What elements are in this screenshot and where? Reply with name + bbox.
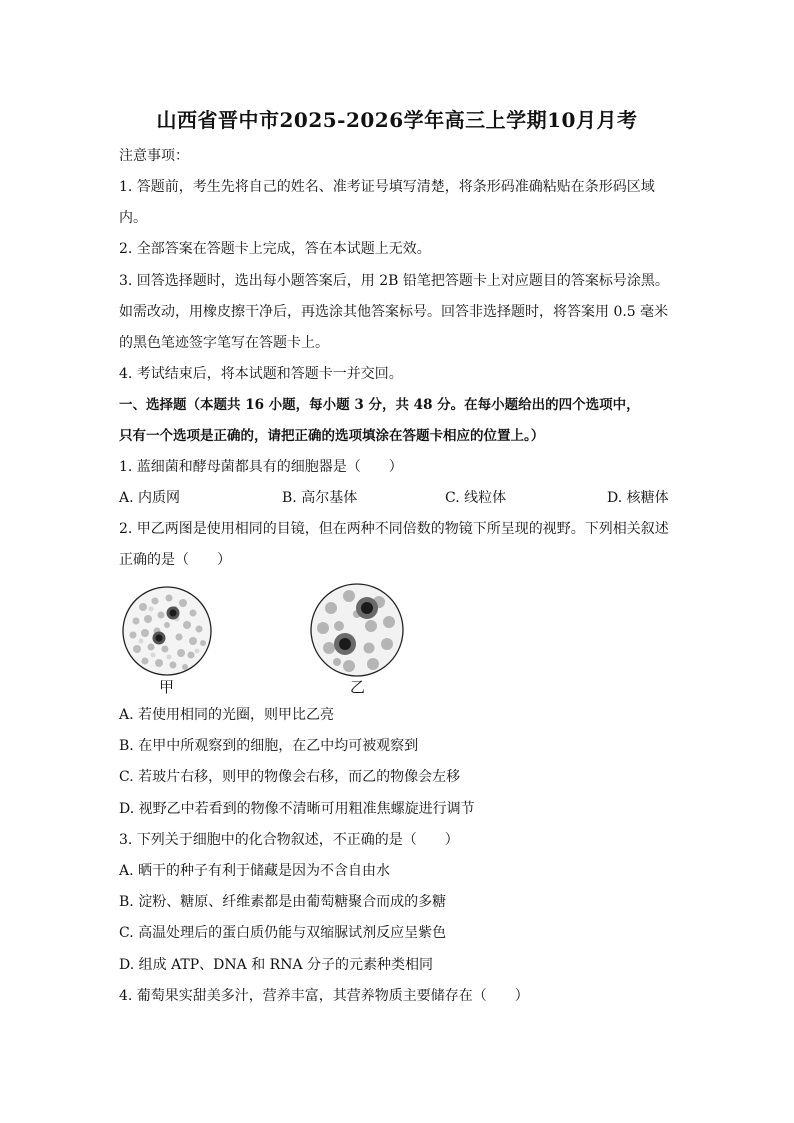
q3-option-a: A. 晒干的种子有利于储藏是因为不含自由水	[119, 863, 391, 879]
q3-stem: 3. 下列关于细胞中的化合物叙述，不正确的是（ ）	[119, 832, 459, 848]
q2-stem-line1: 2. 甲乙两图是使用相同的目镜，但在两种不同倍数的物镜下所呈现的视野。下列相关叙述	[119, 521, 669, 537]
section-heading-line2: 只有一个选项是正确的，请把正确的选项填涂在答题卡相应的位置上。）	[119, 428, 545, 444]
microscope-field-jia-image	[121, 585, 213, 677]
q1-option-a: A. 内质网	[119, 490, 181, 506]
notice-item-1-cont: 内。	[119, 210, 147, 226]
notice-item-4: 4. 考试结束后，将本试题和答题卡一并交回。	[119, 366, 403, 382]
q4-stem: 4. 葡萄果实甜美多汁，营养丰富，其营养物质主要储存在（ ）	[119, 988, 529, 1004]
q1-option-b: B. 高尔基体	[282, 490, 358, 506]
q2-option-c: C. 若玻片右移，则甲的物像会右移，而乙的物像会左移	[119, 769, 461, 785]
section-heading-line1: 一、选择题（本题共 16 小题，每小题 3 分，共 48 分。在每小题给出的四个选项中，	[119, 397, 640, 413]
q2-option-a: A. 若使用相同的光圈，则甲比乙亮	[119, 707, 335, 723]
notice-item-3-cont2: 的黑色笔迹签字笔写在答题卡上。	[119, 335, 329, 351]
notice-item-2: 2. 全部答案在答题卡上完成，答在本试题上无效。	[119, 241, 431, 257]
page-title: 山西省晋中市2025-2026学年高三上学期10月月考	[156, 108, 638, 132]
notice-item-1: 1. 答题前，考生先将自己的姓名、准考证号填写清楚，将条形码准确粘贴在条形码区域	[119, 179, 655, 195]
notice-heading: 注意事项：	[119, 148, 189, 164]
q3-option-c: C. 高温处理后的蛋白质仍能与双缩脲试剂反应呈紫色	[119, 925, 447, 941]
q3-option-d: D. 组成 ATP、DNA 和 RNA 分子的元素种类相同	[119, 957, 434, 973]
q3-option-b: B. 淀粉、糖原、纤维素都是由葡萄糖聚合而成的多糖	[119, 894, 447, 910]
notice-item-3: 3. 回答选择题时，选出每小题答案后，用 2B 铅笔把答题卡上对应题目的答案标号涂黑。	[119, 273, 669, 289]
microscope-field-yi-image	[309, 582, 405, 678]
figure-label-jia: 甲	[159, 678, 175, 696]
q1-stem: 1. 蓝细菌和酵母菌都具有的细胞器是（ ）	[119, 459, 403, 475]
figure-label-yi: 乙	[350, 678, 366, 696]
q2-stem-line2: 正确的是（ ）	[119, 552, 231, 568]
q1-option-c: C. 线粒体	[445, 490, 507, 506]
q1-option-d: D. 核糖体	[607, 490, 669, 506]
notice-item-3-cont: 如需改动，用橡皮擦干净后，再选涂其他答案标号。回答非选择题时，将答案用 0.5 毫米	[119, 304, 669, 320]
q2-option-b: B. 在甲中所观察到的细胞，在乙中均可被观察到	[119, 738, 419, 754]
q2-option-d: D. 视野乙中若看到的物像不清晰可用粗准焦螺旋进行调节	[119, 801, 475, 817]
